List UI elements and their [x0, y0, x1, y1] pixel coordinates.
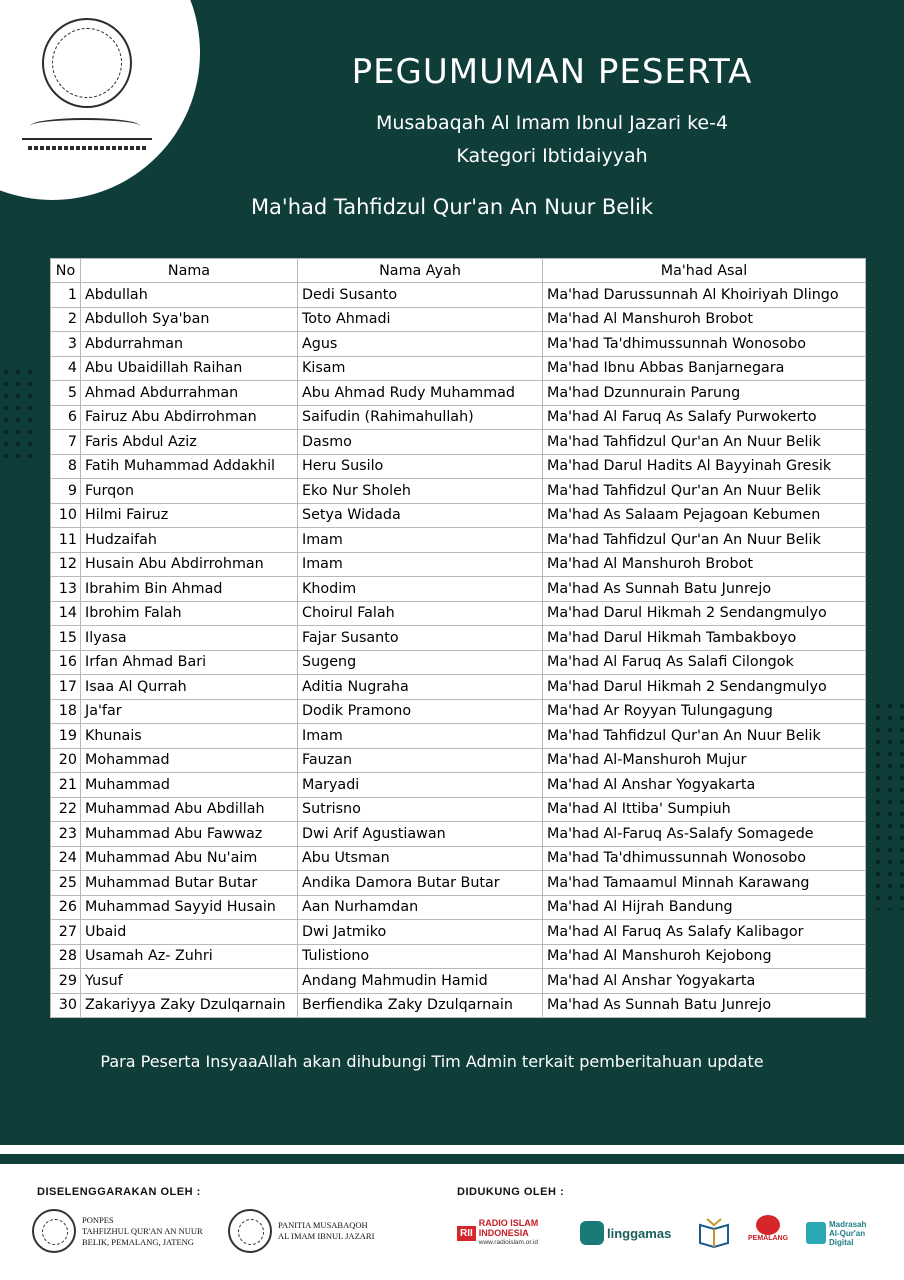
cell-nama: Husain Abu Abdirrohman	[81, 552, 298, 577]
cell-nama: Khunais	[81, 724, 298, 749]
table-row	[51, 748, 866, 773]
cell-nama-ayah: Tulistiono	[298, 944, 543, 969]
cell-mahad-asal: Ma'had Al Hijrah Bandung	[543, 895, 866, 920]
cell-nama-ayah: Abu Utsman	[298, 846, 543, 871]
cell-nama: Abdullah	[81, 283, 298, 308]
radio-name-1: RADIO ISLAM	[478, 1218, 539, 1228]
cell-nama-ayah: Toto Ahmadi	[298, 307, 543, 332]
cell-mahad-asal: Ma'had As Salaam Pejagoan Kebumen	[543, 503, 866, 528]
cell-mahad-asal: Ma'had Ar Royyan Tulungagung	[543, 699, 866, 724]
cell-nama: Abdurrahman	[81, 332, 298, 357]
table-row	[51, 601, 866, 626]
sponsor-madrasah-digital	[806, 1215, 866, 1251]
org1-line2: TAHFIZHUL QUR'AN AN NUUR	[82, 1225, 203, 1236]
cell-nama: Irfan Ahmad Bari	[81, 650, 298, 675]
cell-nama-ayah: Dasmo	[298, 430, 543, 455]
participant-table	[50, 258, 866, 1018]
cell-nama-ayah: Andika Damora Butar Butar	[298, 871, 543, 896]
cell-nama-ayah: Kisam	[298, 356, 543, 381]
radio-islam-logo-icon: RII	[457, 1226, 476, 1241]
cell-nama: Yusuf	[81, 969, 298, 994]
cell-no: 28	[51, 944, 81, 969]
cell-nama: Hudzaifah	[81, 528, 298, 553]
table-row	[51, 920, 866, 945]
cell-nama: Ubaid	[81, 920, 298, 945]
cell-nama: Abdulloh Sya'ban	[81, 307, 298, 332]
radio-url: www.radioislam.or.id	[478, 1239, 539, 1246]
table-row	[51, 724, 866, 749]
cell-no: 17	[51, 675, 81, 700]
cell-mahad-asal: Ma'had Al Faruq As Salafi Cilongok	[543, 650, 866, 675]
table-row	[51, 626, 866, 651]
cell-no: 30	[51, 993, 81, 1018]
table-row	[51, 283, 866, 308]
cell-no: 23	[51, 822, 81, 847]
radio-name-2: INDONESIA	[478, 1228, 529, 1238]
cell-no: 26	[51, 895, 81, 920]
table-row	[51, 528, 866, 553]
cell-no: 10	[51, 503, 81, 528]
cell-nama-ayah: Saifudin (Rahimahullah)	[298, 405, 543, 430]
table-body	[51, 283, 866, 1018]
madrasah-logo-icon	[806, 1222, 826, 1244]
cell-no: 15	[51, 626, 81, 651]
cell-nama-ayah: Imam	[298, 528, 543, 553]
cell-no: 14	[51, 601, 81, 626]
table-row	[51, 381, 866, 406]
cell-nama-ayah: Choirul Falah	[298, 601, 543, 626]
cell-nama: Isaa Al Qurrah	[81, 675, 298, 700]
table-header-row	[51, 259, 866, 283]
cell-nama: Ilyasa	[81, 626, 298, 651]
cell-mahad-asal: Ma'had Tahfidzul Qur'an An Nuur Belik	[543, 528, 866, 553]
cell-nama: Ahmad Abdurrahman	[81, 381, 298, 406]
table-row	[51, 993, 866, 1018]
cell-nama: Muhammad Abu Fawwaz	[81, 822, 298, 847]
cell-nama-ayah: Imam	[298, 552, 543, 577]
cell-nama-ayah: Agus	[298, 332, 543, 357]
sponsor-radio-pemalang	[748, 1215, 788, 1251]
cell-nama: Muhammad Abu Abdillah	[81, 797, 298, 822]
cell-nama-ayah: Fauzan	[298, 748, 543, 773]
linggamas-name: linggamas	[607, 1225, 672, 1241]
sponsor-linggamas	[580, 1215, 671, 1251]
cell-no: 18	[51, 699, 81, 724]
table-row	[51, 479, 866, 504]
cell-no: 11	[51, 528, 81, 553]
cell-mahad-asal: Ma'had Al Faruq As Salafy Purwokerto	[543, 405, 866, 430]
cell-no: 16	[51, 650, 81, 675]
cell-nama: Muhammad	[81, 773, 298, 798]
table-row	[51, 503, 866, 528]
cell-mahad-asal: Ma'had Darussunnah Al Khoiriyah Dlingo	[543, 283, 866, 308]
cell-no: 20	[51, 748, 81, 773]
header-nama-ayah: Nama Ayah	[298, 259, 543, 283]
table-row	[51, 871, 866, 896]
cell-nama-ayah: Imam	[298, 724, 543, 749]
cell-nama-ayah: Khodim	[298, 577, 543, 602]
cell-mahad-asal: Ma'had Al Ittiba' Sumpiuh	[543, 797, 866, 822]
table-row	[51, 797, 866, 822]
cell-mahad-asal: Ma'had Ibnu Abbas Banjarnegara	[543, 356, 866, 381]
cell-no: 9	[51, 479, 81, 504]
cell-nama-ayah: Dedi Susanto	[298, 283, 543, 308]
cell-nama: Ibrahim Bin Ahmad	[81, 577, 298, 602]
cell-nama: Faris Abdul Aziz	[81, 430, 298, 455]
cell-mahad-asal: Ma'had Tamaamul Minnah Karawang	[543, 871, 866, 896]
cell-no: 7	[51, 430, 81, 455]
cell-nama-ayah: Dwi Arif Agustiawan	[298, 822, 543, 847]
cell-nama: Hilmi Fairuz	[81, 503, 298, 528]
cell-mahad-asal: Ma'had As Sunnah Batu Junrejo	[543, 577, 866, 602]
cell-no: 5	[51, 381, 81, 406]
logo-tagline-decor	[28, 146, 146, 150]
cell-nama: Muhammad Abu Nu'aim	[81, 846, 298, 871]
organizer-panitia	[228, 1208, 374, 1254]
madrasah-line3: Digital	[829, 1237, 854, 1247]
cell-nama-ayah: Sutrisno	[298, 797, 543, 822]
cell-nama-ayah: Dodik Pramono	[298, 699, 543, 724]
cell-nama-ayah: Heru Susilo	[298, 454, 543, 479]
table-row	[51, 675, 866, 700]
cell-no: 19	[51, 724, 81, 749]
table-row	[51, 405, 866, 430]
org2-line1: PANITIA MUSABAQOH	[278, 1220, 368, 1230]
table-row	[51, 969, 866, 994]
cell-nama-ayah: Berfiendika Zaky Dzulqarnain	[298, 993, 543, 1018]
footer-stripe	[0, 1154, 904, 1164]
cell-mahad-asal: Ma'had Al Manshuroh Kejobong	[543, 944, 866, 969]
table-row	[51, 552, 866, 577]
cell-nama: Ibrohim Falah	[81, 601, 298, 626]
arabic-calligraphy-logo	[22, 18, 152, 168]
seal-icon	[42, 18, 132, 108]
cell-no: 3	[51, 332, 81, 357]
cell-nama: Usamah Az- Zuhri	[81, 944, 298, 969]
table-row	[51, 454, 866, 479]
dot-pattern-right	[872, 700, 904, 910]
cell-no: 24	[51, 846, 81, 871]
panitia-emblem-icon	[228, 1209, 272, 1253]
calligraphy-icon	[22, 114, 152, 140]
header-no: No	[51, 259, 81, 283]
category-label: Kategori Ibtidaiyyah	[456, 145, 648, 167]
cell-mahad-asal: Ma'had Al Anshar Yogyakarta	[543, 969, 866, 994]
cell-mahad-asal: Ma'had Al Faruq As Salafy Kalibagor	[543, 920, 866, 945]
cell-mahad-asal: Ma'had Al Manshuroh Brobot	[543, 552, 866, 577]
book-logo-icon	[697, 1217, 731, 1249]
ponpes-emblem-icon	[32, 1209, 76, 1253]
header-mahad-asal: Ma'had Asal	[543, 259, 866, 283]
table-row	[51, 356, 866, 381]
cell-no: 12	[51, 552, 81, 577]
page-title: PEGUMUMAN PESERTA	[351, 52, 753, 92]
header-nama: Nama	[81, 259, 298, 283]
organizer-ponpes	[32, 1208, 203, 1254]
table-row	[51, 307, 866, 332]
cell-nama-ayah: Aditia Nugraha	[298, 675, 543, 700]
madrasah-line2: Al-Qur'an	[829, 1228, 866, 1238]
table-row	[51, 895, 866, 920]
cell-mahad-asal: Ma'had Al Anshar Yogyakarta	[543, 773, 866, 798]
footnote: Para Peserta InsyaaAllah akan dihubungi Tim Admin terkait pemberitahuan update	[100, 1052, 764, 1071]
cell-nama-ayah: Setya Widada	[298, 503, 543, 528]
cell-mahad-asal: Ma'had Al-Manshuroh Mujur	[543, 748, 866, 773]
cell-no: 22	[51, 797, 81, 822]
institution-name: Ma'had Tahfidzul Qur'an An Nuur Belik	[250, 195, 654, 219]
cell-nama: Ja'far	[81, 699, 298, 724]
cell-nama: Fairuz Abu Abdirrohman	[81, 405, 298, 430]
sponsor-book	[697, 1215, 731, 1251]
table-row	[51, 773, 866, 798]
cell-nama-ayah: Abu Ahmad Rudy Muhammad	[298, 381, 543, 406]
table-row	[51, 822, 866, 847]
cell-mahad-asal: Ma'had Al Manshuroh Brobot	[543, 307, 866, 332]
cell-mahad-asal: Ma'had Darul Hadits Al Bayyinah Gresik	[543, 454, 866, 479]
radio-pemalang-icon	[756, 1215, 780, 1235]
org1-line3: BELIK, PEMALANG, JATENG	[82, 1236, 194, 1247]
table-row	[51, 430, 866, 455]
cell-mahad-asal: Ma'had Tahfidzul Qur'an An Nuur Belik	[543, 479, 866, 504]
cell-nama-ayah: Dwi Jatmiko	[298, 920, 543, 945]
org2-line2: AL IMAM IBNUL JAZARI	[278, 1231, 375, 1241]
cell-no: 21	[51, 773, 81, 798]
cell-no: 8	[51, 454, 81, 479]
table-row	[51, 846, 866, 871]
cell-mahad-asal: Ma'had Dzunnurain Parung	[543, 381, 866, 406]
cell-no: 6	[51, 405, 81, 430]
cell-mahad-asal: Ma'had Ta'dhimussunnah Wonosobo	[543, 846, 866, 871]
cell-mahad-asal: Ma'had Darul Hikmah Tambakboyo	[543, 626, 866, 651]
dot-pattern-left	[0, 366, 32, 466]
table-row	[51, 699, 866, 724]
org1-line1: PONPES	[82, 1214, 114, 1225]
cell-no: 1	[51, 283, 81, 308]
cell-nama-ayah: Eko Nur Sholeh	[298, 479, 543, 504]
table-row	[51, 577, 866, 602]
cell-nama-ayah: Maryadi	[298, 773, 543, 798]
cell-mahad-asal: Ma'had As Sunnah Batu Junrejo	[543, 993, 866, 1018]
cell-mahad-asal: Ma'had Tahfidzul Qur'an An Nuur Belik	[543, 430, 866, 455]
organizer-label: DISELENGGARAKAN OLEH :	[37, 1186, 201, 1198]
supporter-label: DIDUKUNG OLEH :	[457, 1186, 565, 1198]
cell-nama: Zakariyya Zaky Dzulqarnain	[81, 993, 298, 1018]
cell-mahad-asal: Ma'had Darul Hikmah 2 Sendangmulyo	[543, 601, 866, 626]
cell-mahad-asal: Ma'had Darul Hikmah 2 Sendangmulyo	[543, 675, 866, 700]
linggamas-logo-icon	[580, 1221, 604, 1245]
cell-mahad-asal: Ma'had Ta'dhimussunnah Wonosobo	[543, 332, 866, 357]
cell-no: 27	[51, 920, 81, 945]
cell-nama-ayah: Aan Nurhamdan	[298, 895, 543, 920]
cell-nama: Furqon	[81, 479, 298, 504]
cell-nama-ayah: Sugeng	[298, 650, 543, 675]
cell-nama: Muhammad Butar Butar	[81, 871, 298, 896]
madrasah-line1: Madrasah	[829, 1219, 867, 1229]
cell-mahad-asal: Ma'had Al-Faruq As-Salafy Somagede	[543, 822, 866, 847]
cell-nama: Abu Ubaidillah Raihan	[81, 356, 298, 381]
radio-pemalang-name: PEMALANG	[748, 1235, 789, 1242]
cell-no: 4	[51, 356, 81, 381]
page-subtitle: Musabaqah Al Imam Ibnul Jazari ke-4	[375, 112, 729, 134]
cell-no: 29	[51, 969, 81, 994]
cell-nama: Muhammad Sayyid Husain	[81, 895, 298, 920]
table-row	[51, 944, 866, 969]
cell-mahad-asal: Ma'had Tahfidzul Qur'an An Nuur Belik	[543, 724, 866, 749]
table-row	[51, 650, 866, 675]
table-row	[51, 332, 866, 357]
cell-no: 25	[51, 871, 81, 896]
cell-nama: Fatih Muhammad Addakhil	[81, 454, 298, 479]
sponsor-radio-islam	[457, 1215, 538, 1251]
cell-nama: Mohammad	[81, 748, 298, 773]
cell-nama-ayah: Fajar Susanto	[298, 626, 543, 651]
cell-nama-ayah: Andang Mahmudin Hamid	[298, 969, 543, 994]
cell-no: 2	[51, 307, 81, 332]
cell-no: 13	[51, 577, 81, 602]
